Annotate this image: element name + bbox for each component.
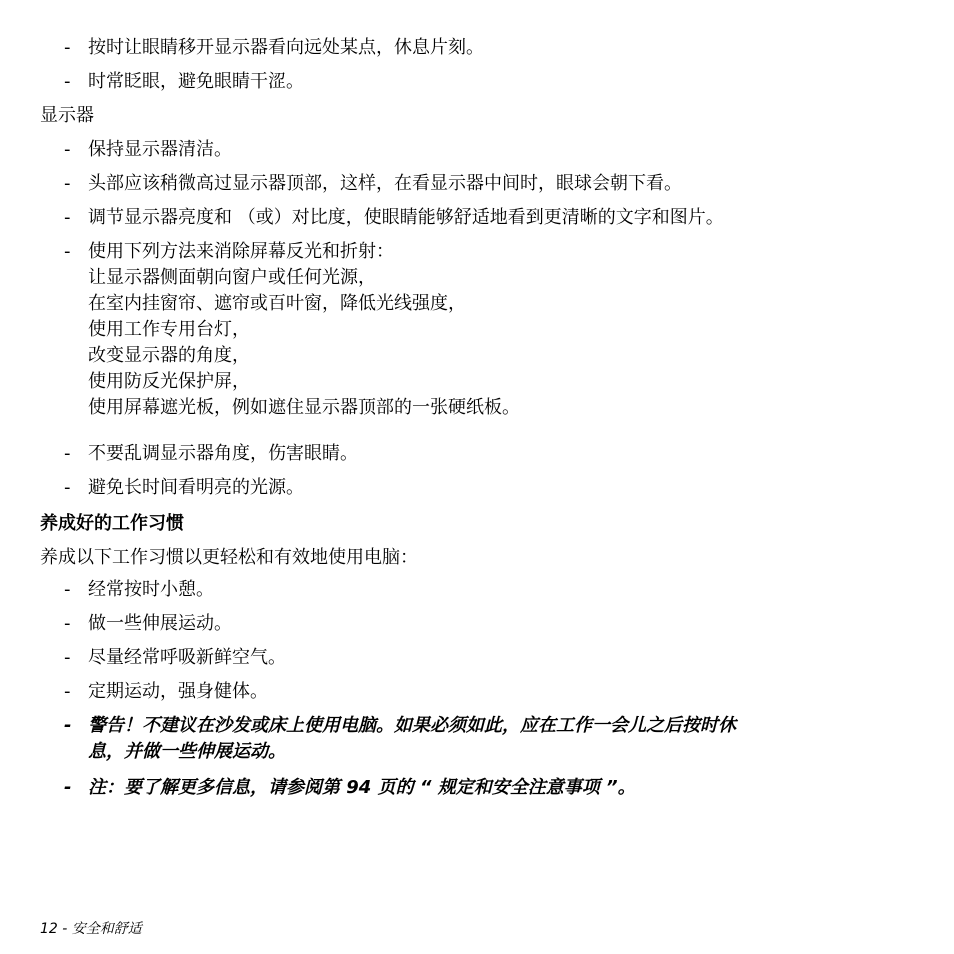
list-item: 头部应该稍微高过显示器顶部，这样，在看显示器中间时，眼球会朝下看。 [88, 173, 682, 194]
list-dash: - [64, 579, 71, 600]
list-item: 避免长时间看明亮的光源。 [88, 477, 304, 498]
list-dash: - [64, 241, 71, 262]
glare-line: 在室内挂窗帘、遮帘或百叶窗，降低光线强度， [88, 293, 466, 314]
list-item: 定期运动，强身健体。 [88, 681, 268, 702]
glare-line: 让显示器侧面朝向窗户或任何光源， [88, 267, 376, 288]
list-dash: - [64, 777, 72, 798]
list-dash: - [64, 71, 71, 92]
note-text: 注：要了解更多信息，请参阅第 94 页的 “ 规定和安全注意事项 ”。 [88, 777, 636, 798]
list-item: 不要乱调显示器角度，伤害眼睛。 [88, 443, 358, 464]
list-dash: - [64, 443, 71, 464]
list-item-glare-intro: 使用下列方法来消除屏幕反光和折射： [88, 241, 394, 262]
glare-line: 使用防反光保护屏， [88, 371, 250, 392]
list-item: 按时让眼睛移开显示器看向远处某点，休息片刻。 [88, 37, 484, 58]
warning-text-line2: 息，并做一些伸展运动。 [88, 741, 286, 762]
section-heading-habits: 养成好的工作习惯 [40, 513, 184, 534]
list-dash: - [64, 37, 71, 58]
list-dash: - [64, 477, 71, 498]
section-heading-display: 显示器 [40, 105, 94, 126]
page-footer: 12 - 安全和舒适 [40, 921, 142, 937]
list-dash: - [64, 207, 71, 228]
list-dash: - [64, 715, 72, 736]
list-item: 做一些伸展运动。 [88, 613, 232, 634]
glare-line: 使用屏幕遮光板，例如遮住显示器顶部的一张硬纸板。 [88, 397, 520, 418]
list-item: 经常按时小憩。 [88, 579, 214, 600]
habits-intro: 养成以下工作习惯以更轻松和有效地使用电脑： [40, 547, 418, 568]
list-dash: - [64, 647, 71, 668]
list-dash: - [64, 139, 71, 160]
list-item: 尽量经常呼吸新鲜空气。 [88, 647, 286, 668]
list-dash: - [64, 681, 71, 702]
list-item: 调节显示器亮度和 （或）对比度，使眼睛能够舒适地看到更清晰的文字和图片。 [88, 207, 724, 228]
glare-line: 使用工作专用台灯， [88, 319, 250, 340]
warning-text-line1: 警告！不建议在沙发或床上使用电脑。如果必须如此，应在工作一会儿之后按时休 [88, 715, 736, 736]
list-dash: - [64, 173, 71, 194]
glare-line: 改变显示器的角度， [88, 345, 250, 366]
list-dash: - [64, 613, 71, 634]
list-item: 保持显示器清洁。 [88, 139, 232, 160]
list-item: 时常眨眼，避免眼睛干涩。 [88, 71, 304, 92]
